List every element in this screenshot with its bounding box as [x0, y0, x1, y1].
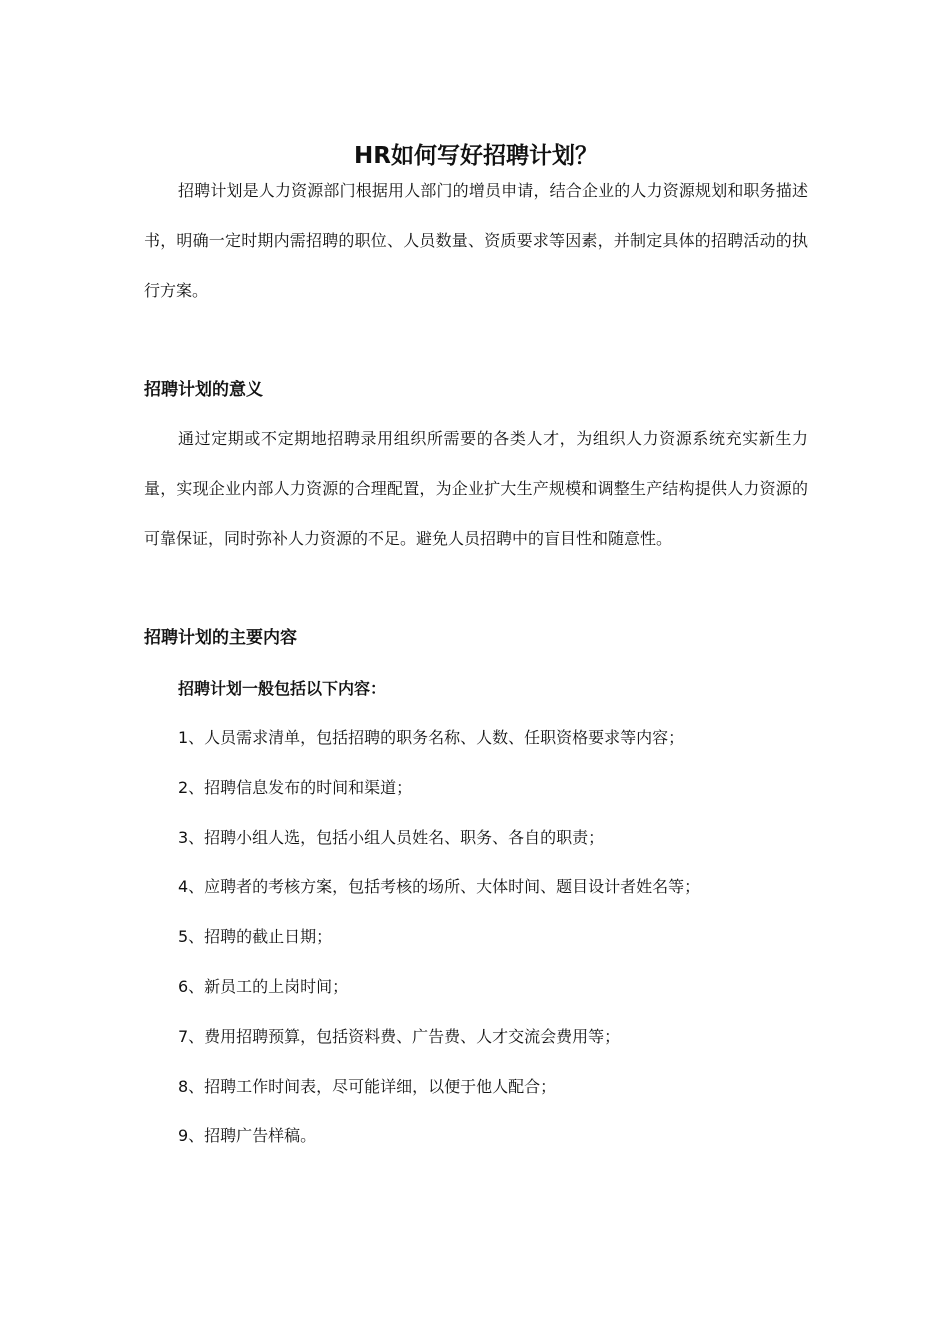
intro-paragraph: 招聘计划是人力资源部门根据用人部门的增员申请，结合企业的人力资源规划和职务描述书，明确一定时期内需招聘的职位、人员数量、资质要求等因素，并制定具体的招聘活动的执行方案。 [144, 181, 808, 300]
meaning-paragraph: 通过定期或不定期地招聘录用组织所需要的各类人才，为组织人力资源系统充实新生力量，实现企业内部人力资源的合理配置，为企业扩大生产规模和调整生产结构提供人力资源的可靠保证，同时弥补人力资源的不足。避免人员招聘中的盲目性和随意性。 [144, 429, 808, 548]
list-item: 6、新员工的上岗时间； [178, 976, 349, 996]
content-list [178, 709, 808, 1157]
section-heading-content: 招聘计划的主要内容 [144, 628, 297, 648]
page-title: HR如何写好招聘计划？ [354, 143, 598, 170]
content-lead: 招聘计划一般包括以下内容： [178, 679, 387, 698]
list-item: 1、人员需求清单，包括招聘的职务名称、人数、任职资格要求等内容； [178, 728, 685, 747]
list-item: 4、应聘者的考核方案，包括考核的场所、大体时间、题目设计者姓名等； [178, 877, 701, 897]
list-item: 5、招聘的截止日期； [178, 927, 333, 947]
list-item: 3、招聘小组人选，包括小组人员姓名、职务、各自的职责； [178, 827, 605, 847]
list-item: 7、费用招聘预算，包括资料费、广告费、人才交流会费用等； [178, 1026, 621, 1046]
list-item: 8、招聘工作时间表，尽可能详细，以便于他人配合； [178, 1076, 557, 1096]
section-heading-meaning: 招聘计划的意义 [144, 380, 263, 400]
document-page [144, 0, 808, 1344]
list-item: 9、招聘广告样稿。 [178, 1126, 317, 1146]
list-item: 2、招聘信息发布的时间和渠道； [178, 777, 413, 797]
